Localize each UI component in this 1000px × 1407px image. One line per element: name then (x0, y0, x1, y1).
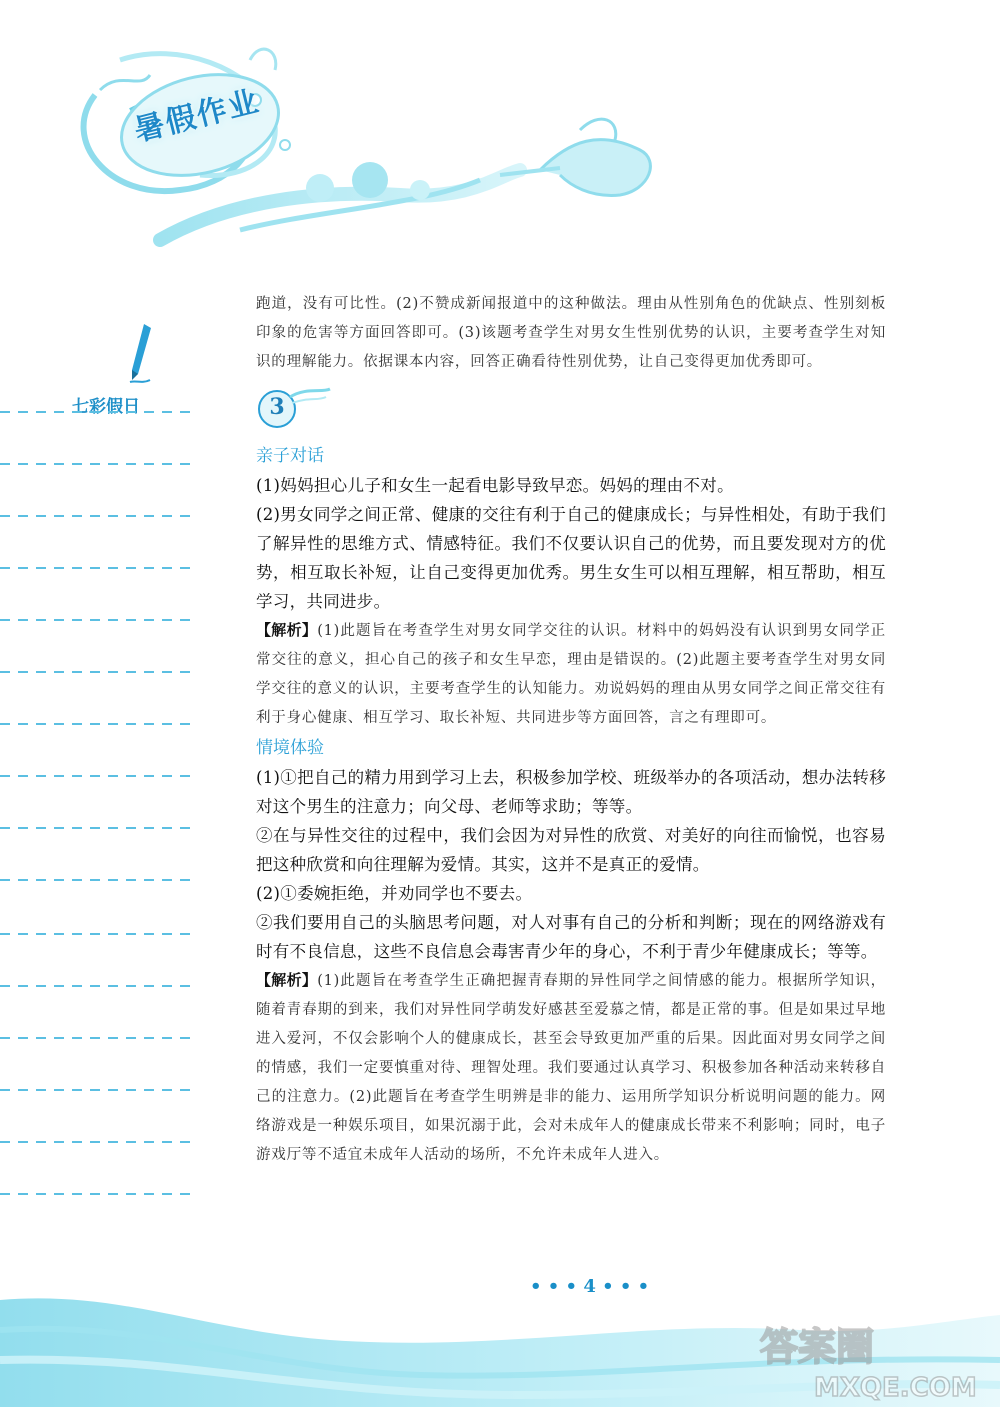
analysis-label: 【解析】 (256, 971, 318, 989)
note-lines (0, 0, 200, 1407)
watermark-logo (752, 1318, 992, 1402)
section-heading-scenario: 情境体验 (256, 738, 324, 758)
svg-text:MXQE.COM: MXQE.COM (814, 1373, 977, 1402)
analysis-text: (1)此题旨在考查学生正确把握青春期的异性同学之间情感的能力。根据所学知识，随着青春期的到来，我们对异性同学萌发好感甚至爱慕之情，都是正常的事。但是如果过早地进入爱河，不仅会影响个人的健康成长，甚至会导致更加严重的后果。因此面对男女同学之间的情感，我们一定要慎重对待、理智处理。我们要通过认真学习、积极参加各种活动来转移自己的注意力。(2)此题旨在考查学生明辨是非的能力、运用所学知识分析说明问题的能力。网络游戏是一种娱乐项目，如果沉溺于此，会对未成年人的健康成长带来不利影响；同时，电子游戏厅等不适宜未成年人活动的场所，不允许未成年人进入。 (256, 973, 886, 1163)
lesson-number: 3 (269, 394, 285, 420)
series-title: 暑假作业 (130, 83, 264, 149)
lesson-badge (256, 387, 336, 435)
analysis-paragraph (256, 616, 886, 733)
answer-item: (1)①把自己的精力用到学习上去，积极参加学校、班级举办的各项活动，想办法转移对这个男生的注意力；向父母、老师等求助；等等。 (256, 768, 886, 816)
answer-item: (2)①委婉拒绝，并劝同学也不要去。 (256, 884, 533, 903)
analysis-label: 【解析】 (256, 621, 318, 639)
svg-text:答案圈: 答案圈 (760, 1325, 875, 1369)
answer-item: (2)男女同学之间正常、健康的交往有利于自己的健康成长；与异性相处，有助于我们了解异性的思维方式、情感特征。我们不仅要认识自己的优势，而且要发现对方的优势，相互取长补短，让自己变得更加优秀。男生女生可以相互理解，相互帮助，相互学习，共同进步。 (256, 505, 886, 611)
answer-item: (1)妈妈担心儿子和女生一起看电影导致早恋。妈妈的理由不对。 (256, 476, 734, 495)
answer-item: ②在与异性交往的过程中，我们会因为对异性的欣赏、对美好的向往而愉悦，也容易把这种欣赏和向往理解为爱情。其实，这并不是真正的爱情。 (256, 826, 886, 874)
section-heading-parent-dialogue: 亲子对话 (256, 446, 324, 466)
sidebar-brand: 七彩假日 (72, 397, 140, 417)
page-number: • • • 4 • • • (530, 1276, 650, 1297)
answer-content (256, 290, 886, 1170)
analysis-paragraph (256, 966, 886, 1170)
intro-text: 跑道，没有可比性。(2)不赞成新闻报道中的这种做法。理由从性别角色的优缺点、性别刻板印象的危害等方面回答即可。(3)该题考查学生对男女生性别优势的认识，主要考查学生对知识的理解能力。依据课本内容，回答正确看待性别优势，让自己变得更加优秀即可。 (256, 296, 886, 370)
answer-item: ②我们要用自己的头脑思考问题，对人对事有自己的分析和判断；现在的网络游戏有时有不良信息，这些不良信息会毒害青少年的身心，不利于青少年健康成长；等等。 (256, 913, 886, 961)
analysis-text: (1)此题旨在考查学生对男女同学交往的认识。材料中的妈妈没有认识到男女同学正常交往的意义，担心自己的孩子和女生早恋，理由是错误的。(2)此题主要考查学生对男女同学交往的意义的认识，主要考查学生的认知能力。劝说妈妈的理由从男女同学之间正常交往有利于身心健康、相互学习、取长补短、共同进步等方面回答，言之有理即可。 (256, 623, 886, 726)
